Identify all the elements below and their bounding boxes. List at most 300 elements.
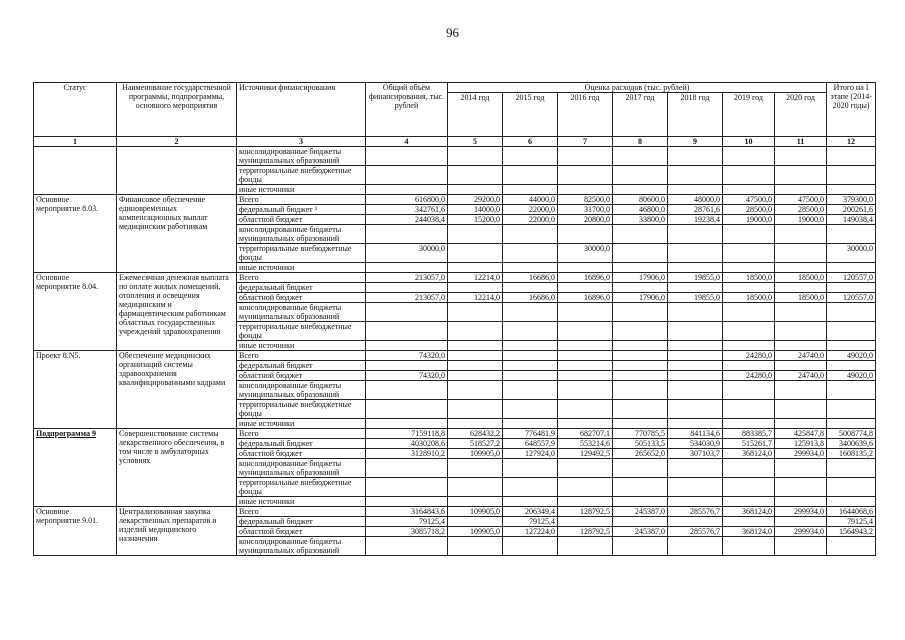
amount-cell bbox=[668, 537, 723, 556]
amount-cell: 213057,0 bbox=[366, 293, 448, 303]
amount-cell bbox=[448, 371, 503, 381]
amount-cell: 46800,0 bbox=[613, 205, 668, 215]
amount-cell: 1608135,2 bbox=[827, 449, 876, 459]
amount-cell: 128792,5 bbox=[558, 507, 613, 517]
amount-cell bbox=[775, 400, 827, 419]
amount-cell bbox=[775, 147, 827, 166]
amount-cell bbox=[827, 537, 876, 556]
budget-table bbox=[33, 82, 876, 556]
amount-cell bbox=[366, 381, 448, 400]
amount-cell bbox=[448, 185, 503, 195]
amount-cell bbox=[558, 283, 613, 293]
amount-cell: 30000,0 bbox=[366, 244, 448, 263]
amount-cell bbox=[613, 381, 668, 400]
funding-source: федеральный бюджет bbox=[237, 361, 366, 371]
amount-cell bbox=[827, 166, 876, 185]
amount-cell bbox=[448, 497, 503, 507]
amount-cell bbox=[366, 303, 448, 322]
funding-source: территориальные внебюджетные фонды bbox=[237, 166, 366, 185]
funding-source: территориальные внебюджетные фонды bbox=[237, 322, 366, 341]
amount-cell: 265652,0 bbox=[613, 449, 668, 459]
amount-cell bbox=[775, 244, 827, 263]
amount-cell: 19855,0 bbox=[668, 273, 723, 283]
amount-cell: 648557,9 bbox=[503, 439, 558, 449]
amount-cell bbox=[448, 322, 503, 341]
amount-cell bbox=[668, 303, 723, 322]
amount-cell bbox=[613, 419, 668, 429]
row-status: Основное мероприятие 8.03. bbox=[34, 195, 117, 273]
amount-cell bbox=[723, 517, 775, 527]
amount-cell bbox=[366, 419, 448, 429]
amount-cell bbox=[613, 497, 668, 507]
amount-cell bbox=[503, 303, 558, 322]
amount-cell bbox=[558, 166, 613, 185]
amount-cell: 505133,5 bbox=[613, 439, 668, 449]
table-body bbox=[34, 147, 876, 556]
amount-cell bbox=[503, 497, 558, 507]
amount-cell bbox=[503, 537, 558, 556]
amount-cell bbox=[448, 459, 503, 478]
amount-cell: 883385,7 bbox=[723, 429, 775, 439]
amount-cell bbox=[827, 381, 876, 400]
amount-cell: 79125,4 bbox=[503, 517, 558, 527]
amount-cell bbox=[723, 459, 775, 478]
table-row bbox=[34, 273, 876, 283]
amount-cell: 24740,0 bbox=[775, 351, 827, 361]
amount-cell: 776481,9 bbox=[503, 429, 558, 439]
funding-source: территориальные внебюджетные фонды bbox=[237, 478, 366, 497]
amount-cell bbox=[448, 147, 503, 166]
amount-cell bbox=[775, 341, 827, 351]
row-name: Обеспечение медицинских организаций системы здравоохранения квалифицированными кадрами bbox=[117, 351, 237, 429]
amount-cell bbox=[503, 166, 558, 185]
amount-cell bbox=[503, 263, 558, 273]
funding-source: областной бюджет bbox=[237, 449, 366, 459]
amount-cell bbox=[775, 283, 827, 293]
header-year-2020: 2020 год bbox=[775, 93, 827, 137]
row-status bbox=[34, 429, 117, 507]
amount-cell: 342761,6 bbox=[366, 205, 448, 215]
amount-cell bbox=[503, 244, 558, 263]
amount-cell: 307103,7 bbox=[668, 449, 723, 459]
amount-cell: 82500,0 bbox=[558, 195, 613, 205]
amount-cell: 127224,0 bbox=[503, 527, 558, 537]
amount-cell: 299934,0 bbox=[775, 527, 827, 537]
amount-cell: 515261,7 bbox=[723, 439, 775, 449]
amount-cell bbox=[558, 400, 613, 419]
row-name bbox=[117, 147, 237, 195]
amount-cell bbox=[668, 400, 723, 419]
funding-source: иные источники bbox=[237, 263, 366, 273]
amount-cell: 24740,0 bbox=[775, 371, 827, 381]
amount-cell: 425847,8 bbox=[775, 429, 827, 439]
funding-source: иные источники bbox=[237, 497, 366, 507]
amount-cell bbox=[503, 459, 558, 478]
amount-cell bbox=[558, 419, 613, 429]
amount-cell bbox=[668, 361, 723, 371]
funding-source: Всего bbox=[237, 507, 366, 517]
amount-cell: 129492,5 bbox=[558, 449, 613, 459]
funding-source: иные источники bbox=[237, 341, 366, 351]
amount-cell bbox=[827, 263, 876, 273]
amount-cell bbox=[668, 371, 723, 381]
funding-source: территориальные внебюджетные фонды bbox=[237, 400, 366, 419]
amount-cell bbox=[668, 341, 723, 351]
amount-cell: 17906,0 bbox=[613, 293, 668, 303]
amount-cell bbox=[366, 185, 448, 195]
amount-cell bbox=[448, 244, 503, 263]
amount-cell bbox=[613, 351, 668, 361]
amount-cell bbox=[668, 166, 723, 185]
amount-cell bbox=[448, 478, 503, 497]
amount-cell: 285576,7 bbox=[668, 527, 723, 537]
table-row bbox=[34, 429, 876, 439]
amount-cell bbox=[503, 225, 558, 244]
header-status: Статус bbox=[34, 83, 117, 137]
amount-cell: 30000,0 bbox=[827, 244, 876, 263]
amount-cell bbox=[558, 322, 613, 341]
amount-cell bbox=[613, 166, 668, 185]
amount-cell: 79125,4 bbox=[366, 517, 448, 527]
col-number-8: 8 bbox=[613, 137, 668, 147]
amount-cell bbox=[827, 322, 876, 341]
amount-cell bbox=[558, 371, 613, 381]
amount-cell: 213057,0 bbox=[366, 273, 448, 283]
amount-cell bbox=[448, 303, 503, 322]
amount-cell: 14000,0 bbox=[448, 205, 503, 215]
amount-cell bbox=[558, 351, 613, 361]
amount-cell bbox=[503, 371, 558, 381]
amount-cell bbox=[366, 225, 448, 244]
amount-cell bbox=[775, 303, 827, 322]
amount-cell bbox=[668, 459, 723, 478]
amount-cell bbox=[723, 225, 775, 244]
amount-cell bbox=[775, 166, 827, 185]
amount-cell: 33800,0 bbox=[613, 215, 668, 225]
amount-cell: 299934,0 bbox=[775, 449, 827, 459]
amount-cell: 16896,0 bbox=[558, 293, 613, 303]
funding-source: федеральный бюджет bbox=[237, 439, 366, 449]
amount-cell bbox=[668, 263, 723, 273]
funding-source: консолидированные бюджеты муниципальных образований bbox=[237, 537, 366, 556]
amount-cell: 19238,4 bbox=[668, 215, 723, 225]
row-status: Проект 8.N5. bbox=[34, 351, 117, 429]
amount-cell: 22000,0 bbox=[503, 215, 558, 225]
amount-cell: 18500,0 bbox=[775, 273, 827, 283]
header-year-2018: 2018 год bbox=[668, 93, 723, 137]
amount-cell: 616800,0 bbox=[366, 195, 448, 205]
amount-cell bbox=[558, 517, 613, 527]
amount-cell: 12214,0 bbox=[448, 273, 503, 283]
funding-source: консолидированные бюджеты муниципальных образований bbox=[237, 303, 366, 322]
amount-cell: 682707,1 bbox=[558, 429, 613, 439]
amount-cell: 24280,0 bbox=[723, 351, 775, 361]
amount-cell bbox=[613, 361, 668, 371]
amount-cell bbox=[775, 517, 827, 527]
amount-cell: 29200,0 bbox=[448, 195, 503, 205]
amount-cell bbox=[558, 263, 613, 273]
amount-cell: 125913,8 bbox=[775, 439, 827, 449]
amount-cell: 18500,0 bbox=[723, 293, 775, 303]
amount-cell bbox=[668, 497, 723, 507]
header-year-2015: 2015 год bbox=[503, 93, 558, 137]
amount-cell: 3128910,2 bbox=[366, 449, 448, 459]
amount-cell bbox=[448, 517, 503, 527]
funding-source: Всего bbox=[237, 195, 366, 205]
amount-cell: 74320,0 bbox=[366, 351, 448, 361]
amount-cell bbox=[503, 147, 558, 166]
amount-cell bbox=[448, 537, 503, 556]
amount-cell: 109905,0 bbox=[448, 527, 503, 537]
amount-cell bbox=[723, 263, 775, 273]
amount-cell bbox=[775, 263, 827, 273]
amount-cell bbox=[775, 478, 827, 497]
col-number-6: 6 bbox=[503, 137, 558, 147]
col-number-9: 9 bbox=[668, 137, 723, 147]
amount-cell bbox=[503, 361, 558, 371]
amount-cell: 109905,0 bbox=[448, 449, 503, 459]
amount-cell bbox=[775, 537, 827, 556]
amount-cell bbox=[503, 341, 558, 351]
amount-cell: 18500,0 bbox=[775, 293, 827, 303]
amount-cell: 28500,0 bbox=[775, 205, 827, 215]
amount-cell bbox=[366, 537, 448, 556]
amount-cell bbox=[448, 166, 503, 185]
table-row bbox=[34, 351, 876, 361]
amount-cell bbox=[558, 381, 613, 400]
funding-source: областной бюджет bbox=[237, 293, 366, 303]
amount-cell bbox=[503, 381, 558, 400]
amount-cell: 19000,0 bbox=[775, 215, 827, 225]
amount-cell bbox=[448, 361, 503, 371]
amount-cell bbox=[723, 147, 775, 166]
amount-cell bbox=[613, 322, 668, 341]
amount-cell: 109905,0 bbox=[448, 507, 503, 517]
amount-cell: 368124,0 bbox=[723, 527, 775, 537]
funding-source: Всего bbox=[237, 273, 366, 283]
amount-cell bbox=[827, 185, 876, 195]
amount-cell: 5008774,8 bbox=[827, 429, 876, 439]
funding-source: иные источники bbox=[237, 185, 366, 195]
amount-cell: 3400639,6 bbox=[827, 439, 876, 449]
col-number-10: 10 bbox=[723, 137, 775, 147]
amount-cell bbox=[366, 341, 448, 351]
col-number-12: 12 bbox=[827, 137, 876, 147]
amount-cell bbox=[775, 322, 827, 341]
amount-cell bbox=[668, 478, 723, 497]
funding-source: консолидированные бюджеты муниципальных образований bbox=[237, 459, 366, 478]
amount-cell bbox=[503, 478, 558, 497]
amount-cell bbox=[366, 322, 448, 341]
amount-cell bbox=[503, 185, 558, 195]
amount-cell bbox=[827, 303, 876, 322]
amount-cell: 1644068,6 bbox=[827, 507, 876, 517]
amount-cell bbox=[613, 341, 668, 351]
amount-cell bbox=[448, 283, 503, 293]
amount-cell: 841134,6 bbox=[668, 429, 723, 439]
amount-cell bbox=[775, 185, 827, 195]
amount-cell bbox=[613, 303, 668, 322]
amount-cell: 17906,0 bbox=[613, 273, 668, 283]
amount-cell bbox=[558, 361, 613, 371]
amount-cell bbox=[668, 517, 723, 527]
amount-cell bbox=[668, 225, 723, 244]
amount-cell: 245387,0 bbox=[613, 507, 668, 517]
amount-cell bbox=[723, 537, 775, 556]
amount-cell bbox=[775, 419, 827, 429]
amount-cell: 28761,6 bbox=[668, 205, 723, 215]
row-status: Основное мероприятие 9.01. bbox=[34, 507, 117, 556]
col-number-1: 1 bbox=[34, 137, 117, 147]
amount-cell bbox=[723, 244, 775, 263]
amount-cell: 19000,0 bbox=[723, 215, 775, 225]
amount-cell: 534030,9 bbox=[668, 439, 723, 449]
header-source: Источники финансирования bbox=[237, 83, 366, 137]
amount-cell bbox=[827, 478, 876, 497]
amount-cell bbox=[613, 283, 668, 293]
amount-cell bbox=[558, 459, 613, 478]
col-number-7: 7 bbox=[558, 137, 613, 147]
amount-cell: 244038,4 bbox=[366, 215, 448, 225]
amount-cell: 7159118,8 bbox=[366, 429, 448, 439]
funding-source: областной бюджет bbox=[237, 215, 366, 225]
amount-cell: 44000,0 bbox=[503, 195, 558, 205]
funding-source: Всего bbox=[237, 351, 366, 361]
amount-cell bbox=[366, 497, 448, 507]
amount-cell: 1564943,2 bbox=[827, 527, 876, 537]
amount-cell: 128792,5 bbox=[558, 527, 613, 537]
amount-cell bbox=[558, 225, 613, 244]
amount-cell: 368124,0 bbox=[723, 507, 775, 517]
amount-cell bbox=[668, 283, 723, 293]
col-number-3: 3 bbox=[237, 137, 366, 147]
header-year-2017: 2017 год bbox=[613, 93, 668, 137]
col-number-5: 5 bbox=[448, 137, 503, 147]
row-status: Основное мероприятие 8.04. bbox=[34, 273, 117, 351]
header-total: Общий объём финансирования, тыс. рублей bbox=[366, 83, 448, 137]
amount-cell bbox=[723, 361, 775, 371]
funding-source: иные источники bbox=[237, 419, 366, 429]
amount-cell bbox=[723, 341, 775, 351]
amount-cell bbox=[827, 361, 876, 371]
amount-cell bbox=[366, 361, 448, 371]
amount-cell bbox=[448, 341, 503, 351]
amount-cell bbox=[366, 478, 448, 497]
header-name: Наименование государственной программы, подпрограммы, основного мероприятия bbox=[117, 83, 237, 137]
amount-cell bbox=[558, 537, 613, 556]
amount-cell bbox=[668, 381, 723, 400]
col-number-4: 4 bbox=[366, 137, 448, 147]
amount-cell bbox=[827, 400, 876, 419]
amount-cell bbox=[613, 537, 668, 556]
amount-cell bbox=[775, 497, 827, 507]
amount-cell bbox=[448, 381, 503, 400]
amount-cell: 24280,0 bbox=[723, 371, 775, 381]
header-year-2019: 2019 год bbox=[723, 93, 775, 137]
row-status-text: Подпрограмма 9 bbox=[36, 429, 97, 438]
amount-cell: 15200,0 bbox=[448, 215, 503, 225]
header-estimate: Оценка расходов (тыс. рублей) bbox=[448, 83, 827, 93]
amount-cell bbox=[448, 400, 503, 419]
amount-cell: 206349,4 bbox=[503, 507, 558, 517]
amount-cell bbox=[448, 351, 503, 361]
amount-cell bbox=[827, 341, 876, 351]
amount-cell bbox=[723, 400, 775, 419]
amount-cell: 48000,0 bbox=[668, 195, 723, 205]
table-row bbox=[34, 195, 876, 205]
amount-cell bbox=[775, 361, 827, 371]
amount-cell bbox=[613, 244, 668, 263]
amount-cell bbox=[366, 166, 448, 185]
amount-cell bbox=[558, 497, 613, 507]
amount-cell: 28500,0 bbox=[723, 205, 775, 215]
page-number: 96 bbox=[446, 25, 459, 40]
row-name: Совершенствование системы лекарственного обеспечения, в том числе в амбулаторных условиях bbox=[117, 429, 237, 507]
amount-cell: 22000,0 bbox=[503, 205, 558, 215]
amount-cell bbox=[613, 225, 668, 244]
amount-cell: 3164843,6 bbox=[366, 507, 448, 517]
amount-cell bbox=[723, 419, 775, 429]
amount-cell: 79125,4 bbox=[827, 517, 876, 527]
amount-cell bbox=[668, 419, 723, 429]
amount-cell bbox=[503, 322, 558, 341]
funding-source: консолидированные бюджеты муниципальных образований bbox=[237, 381, 366, 400]
amount-cell bbox=[558, 303, 613, 322]
amount-cell: 245387,0 bbox=[613, 527, 668, 537]
amount-cell: 4030208,6 bbox=[366, 439, 448, 449]
amount-cell bbox=[723, 478, 775, 497]
amount-cell bbox=[668, 351, 723, 361]
amount-cell bbox=[827, 283, 876, 293]
header-stage-total: Итого на I этапе (2014-2020 годы) bbox=[827, 83, 876, 137]
funding-source: консолидированные бюджеты муниципальных образований bbox=[237, 225, 366, 244]
amount-cell bbox=[723, 322, 775, 341]
amount-cell bbox=[558, 341, 613, 351]
amount-cell: 200261,6 bbox=[827, 205, 876, 215]
amount-cell: 47500,0 bbox=[723, 195, 775, 205]
amount-cell bbox=[775, 381, 827, 400]
amount-cell bbox=[827, 497, 876, 507]
funding-source: областной бюджет bbox=[237, 371, 366, 381]
amount-cell: 368124,0 bbox=[723, 449, 775, 459]
funding-source: территориальные внебюджетные фонды bbox=[237, 244, 366, 263]
amount-cell: 127924,0 bbox=[503, 449, 558, 459]
amount-cell bbox=[366, 147, 448, 166]
amount-cell bbox=[503, 351, 558, 361]
row-name: Ежемесячная денежная выплата по оплате жилых помещений, отопления и освещения медицинским и фармацевтическим работникам областных государственных учреждений здравоохранения bbox=[117, 273, 237, 351]
row-status bbox=[34, 147, 117, 195]
amount-cell bbox=[668, 322, 723, 341]
amount-cell: 19855,0 bbox=[668, 293, 723, 303]
amount-cell: 3085718,2 bbox=[366, 527, 448, 537]
amount-cell: 30000,0 bbox=[558, 244, 613, 263]
funding-source: консолидированные бюджеты муниципальных образований bbox=[237, 147, 366, 166]
amount-cell bbox=[558, 147, 613, 166]
amount-cell: 49020,0 bbox=[827, 351, 876, 361]
amount-cell bbox=[613, 263, 668, 273]
amount-cell: 770785,5 bbox=[613, 429, 668, 439]
amount-cell bbox=[613, 459, 668, 478]
amount-cell: 16896,0 bbox=[558, 273, 613, 283]
amount-cell: 18500,0 bbox=[723, 273, 775, 283]
amount-cell bbox=[503, 419, 558, 429]
amount-cell: 120557,0 bbox=[827, 293, 876, 303]
amount-cell bbox=[723, 303, 775, 322]
amount-cell: 379300,0 bbox=[827, 195, 876, 205]
amount-cell bbox=[668, 185, 723, 195]
amount-cell: 74320,0 bbox=[366, 371, 448, 381]
amount-cell: 31700,0 bbox=[558, 205, 613, 215]
